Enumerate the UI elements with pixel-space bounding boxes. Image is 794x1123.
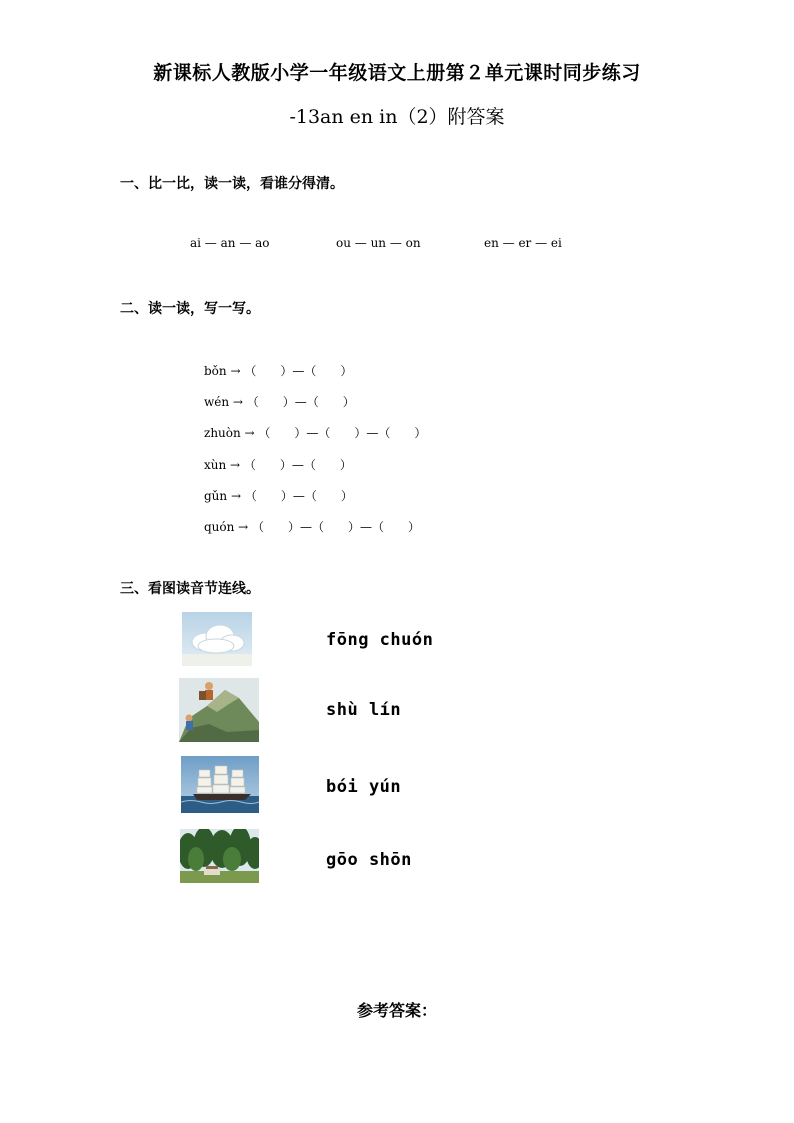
cloud-picture [182, 612, 252, 666]
syllable-4: gōo shōn [326, 850, 412, 870]
compare-group-1: ai — an — ao [190, 236, 270, 250]
exercise-row: quón → （ ）—（ ）—（ ） [204, 520, 421, 534]
exercise-row: wén → （ ）—（ ） [204, 395, 355, 409]
syllable-1: fōng chuón [326, 630, 434, 650]
document-subtitle: -13an en in（2）附答案 [289, 106, 505, 128]
syllable-2: shù lín [326, 700, 402, 720]
document-title: 新课标人教版小学一年级语文上册第２单元课时同步练习 [153, 62, 641, 84]
forest-picture [180, 829, 259, 883]
compare-group-2: ou — un — on [336, 236, 421, 250]
exercise-row: gǔn → （ ）—（ ） [204, 489, 353, 503]
answers-heading: 参考答案： [356, 1001, 437, 1020]
section-3-heading: 三、看图读音节连线。 [120, 581, 260, 597]
exercise-row: zhuòn → （ ）—（ ）—（ ） [204, 426, 427, 440]
sailing-ship-picture [181, 756, 259, 813]
section-2-heading: 二、读一读，写一写。 [120, 301, 260, 317]
section-1-heading: 一、比一比，读一读，看谁分得清。 [120, 176, 344, 192]
exercise-row: xùn → （ ）—（ ） [204, 458, 352, 472]
exercise-row: bǒn → （ ）—（ ） [204, 364, 353, 378]
compare-group-3: en — er — ei [484, 236, 562, 250]
syllable-3: bói yún [326, 777, 402, 797]
mountain-climber-picture [179, 678, 259, 742]
